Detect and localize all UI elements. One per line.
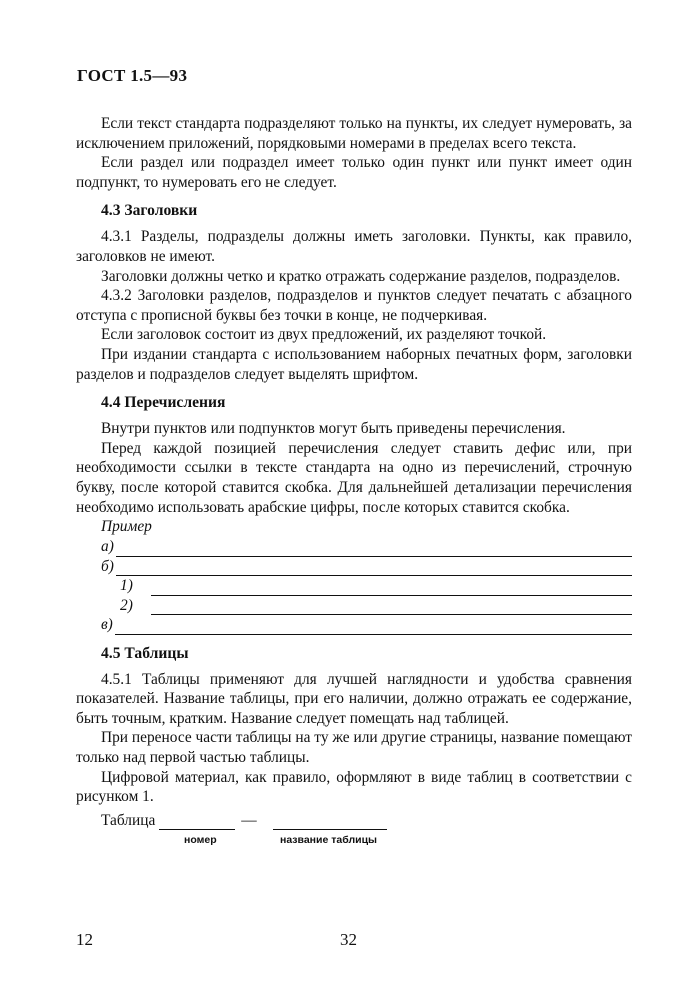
page-body — [76, 114, 632, 847]
list-blank-line — [151, 601, 632, 615]
section-4-4-paragraph-1: Внутри пунктов или подпунктов могут быть приведены перечисления. — [101, 420, 566, 438]
table-word: Таблица — [101, 811, 156, 829]
table-number-blank — [159, 816, 235, 830]
section-4-3-paragraph-5: При издании стандарта с использованием наборных печатных форм, заголовки разделов и подразделов следует выделять шрифтом. — [76, 345, 632, 383]
list-blank-line — [116, 543, 632, 557]
list-item-v — [76, 615, 632, 635]
table-title-template — [76, 811, 632, 831]
list-blank-line — [115, 621, 632, 635]
section-4-5-paragraph-1: 4.5.1 Таблицы применяют для лучшей наглядности и удобства сравнения показателей. Название таблицы, при его наличии, должно отражать ее содержание, быть точным, кратким. Название следует помещать над таблицей. — [76, 670, 632, 727]
list-marker-1: 1) — [120, 577, 133, 594]
list-item-b-1 — [76, 576, 632, 596]
list-marker-b: б) — [101, 557, 114, 575]
list-item-a — [76, 537, 632, 557]
section-4-4-heading: 4.4 Перечисления — [101, 394, 226, 412]
page-number: 32 — [340, 930, 357, 949]
caption-number: номер — [184, 834, 217, 847]
section-4-4-paragraph-2: Перед каждой позицией перечисления следует ставить дефис или, при необходимости ссылки в тексте стандарта на одно из перечислений, строчную букву, после которой ставится скобка. Для дальнейшей детализации перечисления необходимо использовать арабские цифры, после которых ставится скобка. — [76, 439, 632, 516]
table-name-blank — [273, 816, 387, 830]
list-marker-v: в) — [101, 616, 113, 633]
document-id-header: ГОСТ 1.5—93 — [77, 66, 188, 85]
section-4-3-heading: 4.3 Заголовки — [101, 202, 198, 220]
list-marker-a: а) — [101, 538, 114, 555]
list-blank-line — [116, 562, 632, 576]
section-4-5-heading: 4.5 Таблицы — [101, 644, 189, 662]
section-4-5-paragraph-3: Цифровой материал, как правило, оформляют в виде таблиц в соответствии с рисунком 1. — [76, 768, 632, 806]
list-item-b-2 — [76, 596, 632, 616]
list-blank-line — [151, 582, 632, 596]
table-title-captions — [76, 830, 632, 847]
section-4-3-paragraph-4: Если заголовок состоит из двух предложений, их разделяют точкой. — [101, 326, 547, 344]
section-4-5-paragraph-2: При переносе части таблицы на ту же или другие страницы, название помещают только над первой частью таблицы. — [76, 729, 632, 766]
section-4-3-paragraph-1: 4.3.1 Разделы, подразделы должны иметь заголовки. Пункты, как правило, заголовков не имеют. — [76, 228, 632, 265]
example-label: Пример — [101, 518, 152, 536]
intro-paragraph-2: Если раздел или подраздел имеет только один пункт или пункт имеет один подпункт, то нумеровать его не следует. — [76, 154, 632, 191]
table-title-dash: — — [241, 811, 257, 829]
section-4-3-paragraph-2: Заголовки должны четко и кратко отражать содержание разделов, подразделов. — [101, 267, 621, 285]
list-marker-2: 2) — [120, 596, 133, 614]
footer-left-number: 12 — [76, 930, 93, 949]
intro-paragraph-1: Если текст стандарта подразделяют только на пункты, их следует нумеровать, за исключением приложений, порядковыми номерами в пределах всего текста. — [76, 115, 632, 152]
caption-table-name: название таблицы — [280, 834, 377, 847]
list-item-b — [76, 557, 632, 577]
section-4-3-paragraph-3: 4.3.2 Заголовки разделов, подразделов и пунктов следует печатать с абзацного отступа с прописной буквы без точки в конце, не подчеркивая. — [76, 287, 632, 324]
